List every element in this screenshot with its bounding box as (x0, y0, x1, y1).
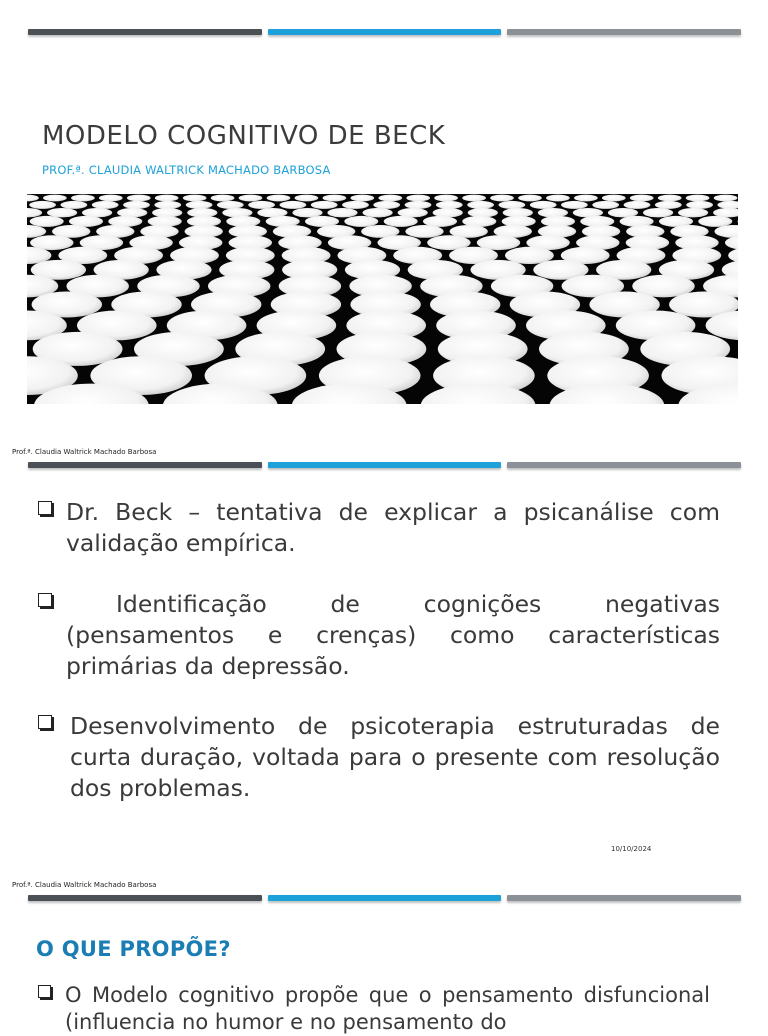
list-item: O Modelo cognitivo propõe que o pensamento disfuncional (influencia no humor e no pensamento do (38, 982, 710, 1036)
checkbox-bullet-icon (38, 715, 52, 729)
disc-shape (643, 208, 673, 217)
disc-shape (239, 195, 263, 202)
disc-shape (592, 201, 619, 209)
disc-shape (29, 201, 56, 209)
disc-shape (462, 195, 486, 202)
disc-shape (217, 201, 244, 209)
slide3-accent-bars (28, 895, 741, 903)
disc-shape (127, 195, 151, 202)
disc-shape (211, 195, 235, 202)
disc-shape (725, 235, 738, 250)
disc-shape (378, 195, 402, 202)
accent-bar-blue (268, 29, 502, 35)
accent-bar-dark (28, 462, 262, 468)
disc-shape (658, 195, 682, 202)
checkbox-bullet-icon (38, 501, 52, 515)
disc-shape (630, 195, 654, 202)
disc-shape (61, 201, 88, 209)
hero-image-white-discs (27, 194, 738, 404)
disc-shape (467, 201, 494, 209)
disc-shape (434, 195, 458, 202)
disc-shape (30, 216, 64, 227)
accent-bar-gray (507, 895, 741, 901)
disc-shape (92, 201, 119, 209)
disc-shape (248, 201, 275, 209)
disc-shape (490, 195, 514, 202)
disc-shape (546, 195, 570, 202)
disc-shape (292, 208, 322, 217)
accent-bar-gray (507, 29, 741, 35)
accent-bar-dark (28, 895, 262, 901)
disc-shape (678, 208, 708, 217)
top-accent-bars (28, 29, 741, 37)
disc-shape (342, 201, 369, 209)
disc-shape (47, 208, 77, 217)
list-item: Desenvolvimento de psicoterapia estruturadas de curta duração, voltada para o presente com resolução dos problemas. (38, 711, 720, 804)
accent-bar-gray (507, 462, 741, 468)
disc-shape (602, 195, 626, 202)
disc-shape (344, 216, 378, 227)
disc-shape (71, 195, 95, 202)
disc-shape (561, 201, 588, 209)
checkbox-bullet-icon (38, 985, 51, 998)
disc-shape (280, 201, 307, 209)
section-heading: O QUE PROPÕE? (36, 937, 231, 961)
slide2-accent-bars (28, 462, 741, 470)
disc-shape (714, 225, 738, 238)
disc-shape (405, 201, 432, 209)
disc-shape (502, 216, 536, 227)
disc-shape (714, 195, 738, 202)
disc-shape (267, 195, 291, 202)
disc-shape (499, 201, 526, 209)
disc-shape (43, 195, 67, 202)
disc-shape (436, 201, 463, 209)
slide-date: 10/10/2024 (611, 845, 651, 853)
disc-shape (154, 201, 181, 209)
disc-shape (363, 208, 393, 217)
disc-shape (350, 195, 374, 202)
disc-shape (27, 195, 39, 202)
disc-shape (686, 201, 713, 209)
disc-shape (327, 208, 357, 217)
disc-shape (655, 201, 682, 209)
disc-shape (117, 208, 147, 217)
disc-shape (186, 201, 213, 209)
disc-shape (624, 201, 651, 209)
disc-shape (27, 225, 46, 238)
slide-footer-author: Prof.ª. Claudia Waltrick Machado Barbosa (12, 448, 156, 456)
slide-title: MODELO COGNITIVO DE BECK (42, 121, 445, 151)
disc-shape (406, 195, 430, 202)
accent-bar-dark (28, 29, 262, 35)
disc-shape (222, 208, 252, 217)
slide-footer-author: Prof.ª. Claudia Waltrick Machado Barbosa (12, 881, 156, 889)
disc-shape (468, 208, 498, 217)
disc-shape (384, 216, 418, 227)
disc-shape (538, 208, 568, 217)
disc-shape (155, 195, 179, 202)
disc-shape (405, 225, 443, 238)
disc-shape (530, 201, 557, 209)
disc-shape (698, 216, 732, 227)
disc-shape (686, 195, 710, 202)
list-item: Dr. Beck – tentativa de explicar a psicanálise com validação empírica. (38, 497, 720, 559)
disc-shape (574, 195, 598, 202)
checkbox-bullet-icon (38, 593, 52, 607)
slide-subtitle: PROF.ª. CLAUDIA WALTRICK MACHADO BARBOSA (42, 163, 331, 177)
accent-bar-blue (268, 462, 502, 468)
disc-shape (295, 195, 319, 202)
disc-shape (311, 201, 338, 209)
disc-shape (27, 208, 42, 217)
accent-bar-blue (268, 895, 502, 901)
disc-shape (323, 195, 347, 202)
disc-shape (123, 201, 150, 209)
disc-shape (717, 201, 738, 209)
disc-shape (99, 195, 123, 202)
disc-shape (373, 201, 400, 209)
list-item: Identificação de cognições negativas (pensamentos e crenças) como características primárias da depressão. (38, 589, 720, 682)
disc-shape (183, 195, 207, 202)
disc-shape (518, 195, 542, 202)
